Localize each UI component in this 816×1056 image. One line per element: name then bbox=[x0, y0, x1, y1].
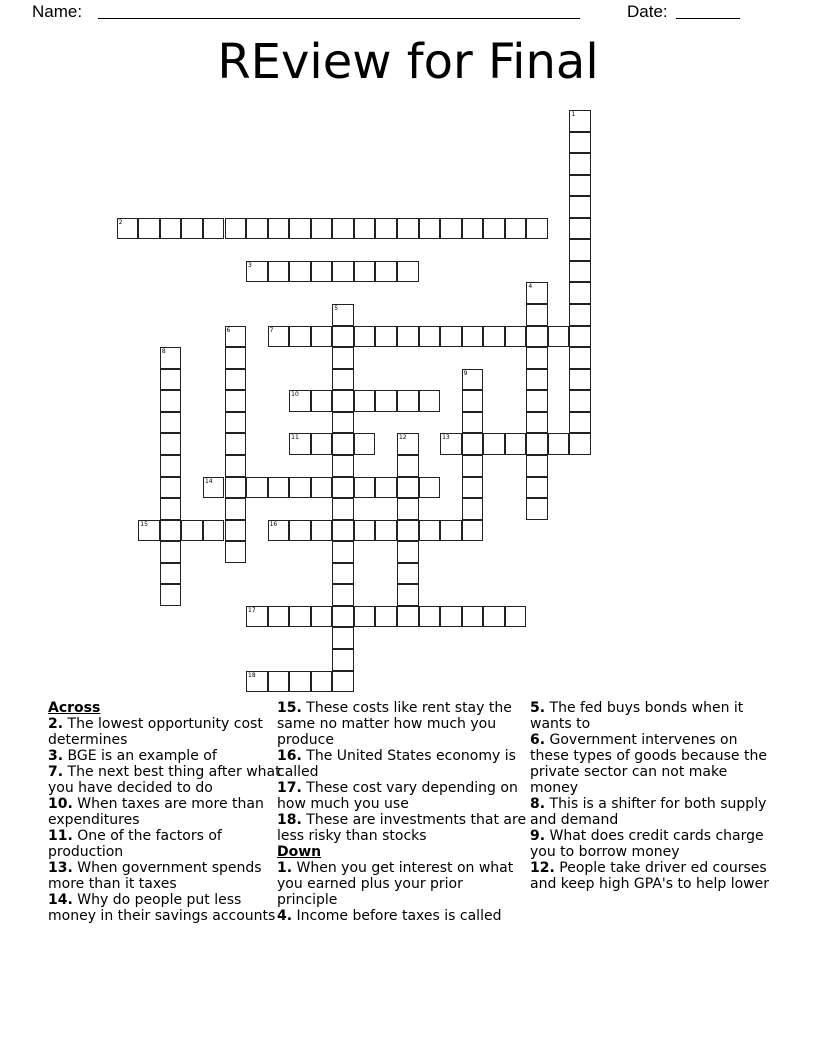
crossword-cell[interactable] bbox=[375, 326, 397, 348]
crossword-cell[interactable] bbox=[289, 520, 311, 542]
clue-down-9: 9. What does credit cards charge you to borrow money bbox=[530, 828, 764, 860]
crossword-cell[interactable] bbox=[397, 520, 419, 542]
crossword-cell[interactable] bbox=[440, 433, 462, 455]
crossword-cell[interactable] bbox=[526, 347, 548, 369]
clue-number: 17 bbox=[248, 606, 256, 614]
crossword-cell[interactable] bbox=[289, 477, 311, 499]
crossword-cell[interactable] bbox=[505, 606, 527, 628]
crossword-cell[interactable] bbox=[203, 218, 225, 240]
crossword-cell[interactable] bbox=[483, 326, 505, 348]
clue-down-5: 5. The fed buys bonds when it wants to bbox=[530, 700, 744, 732]
crossword-cell[interactable] bbox=[419, 477, 441, 499]
crossword-cell[interactable] bbox=[375, 520, 397, 542]
crossword-cell[interactable] bbox=[419, 520, 441, 542]
clue-number: 8 bbox=[161, 348, 166, 356]
crossword-cell[interactable] bbox=[246, 477, 268, 499]
crossword-cell[interactable] bbox=[462, 520, 484, 542]
clues-column-3 bbox=[530, 700, 770, 892]
crossword-cell[interactable] bbox=[332, 541, 354, 563]
crossword-cell[interactable] bbox=[462, 390, 484, 412]
crossword-cell[interactable] bbox=[160, 563, 182, 585]
crossword-cell[interactable] bbox=[569, 261, 591, 283]
crossword-cell[interactable] bbox=[569, 218, 591, 240]
crossword-cell[interactable] bbox=[505, 218, 527, 240]
clue-number: 6 bbox=[226, 326, 231, 334]
clue-number: 15 bbox=[140, 520, 148, 528]
crossword-cell[interactable] bbox=[332, 390, 354, 412]
crossword-cell[interactable] bbox=[462, 433, 484, 455]
clue-across-15: 15. These costs like rent stay the same no matter how much you produce bbox=[277, 700, 512, 748]
crossword-cell[interactable] bbox=[160, 498, 182, 520]
crossword-cell[interactable] bbox=[332, 563, 354, 585]
crossword-cell[interactable] bbox=[268, 218, 290, 240]
crossword-cell[interactable] bbox=[569, 132, 591, 154]
crossword-cell[interactable] bbox=[354, 606, 376, 628]
crossword-cell[interactable] bbox=[268, 606, 290, 628]
clue-down-4: 4. Income before taxes is called bbox=[277, 908, 502, 924]
crossword-cell[interactable] bbox=[526, 477, 548, 499]
crossword-cell[interactable] bbox=[354, 433, 376, 455]
crossword-cell[interactable] bbox=[225, 477, 247, 499]
clue-across-14: 14. Why do people put less money in their savings accounts bbox=[48, 892, 276, 924]
clue-number: 2 bbox=[118, 218, 123, 226]
crossword-cell[interactable] bbox=[332, 455, 354, 477]
crossword-cell[interactable] bbox=[397, 218, 419, 240]
crossword-cell[interactable] bbox=[440, 606, 462, 628]
crossword-cell[interactable] bbox=[375, 477, 397, 499]
crossword-cell[interactable] bbox=[160, 520, 182, 542]
crossword-cell[interactable] bbox=[505, 433, 527, 455]
clue-number: 12 bbox=[398, 434, 407, 442]
crossword-cell[interactable] bbox=[160, 433, 182, 455]
crossword-cell[interactable] bbox=[397, 498, 419, 520]
clue-across-10: 10. When taxes are more than expenditures bbox=[48, 796, 264, 828]
crossword-cell[interactable] bbox=[354, 218, 376, 240]
crossword-cell[interactable] bbox=[332, 498, 354, 520]
crossword-cell[interactable] bbox=[289, 390, 311, 412]
crossword-cell[interactable] bbox=[462, 498, 484, 520]
crossword-cell[interactable] bbox=[462, 326, 484, 348]
crossword-cell[interactable] bbox=[311, 477, 333, 499]
clue-down-8: 8. This is a shifter for both supply and demand bbox=[530, 796, 767, 828]
crossword-cell[interactable] bbox=[332, 433, 354, 455]
clue-number: 13 bbox=[442, 434, 450, 442]
crossword-cell[interactable] bbox=[397, 455, 419, 477]
crossword-cell[interactable] bbox=[569, 282, 591, 304]
crossword-cell[interactable] bbox=[462, 477, 484, 499]
clue-across-2: 2. The lowest opportunity cost determines bbox=[48, 716, 263, 748]
crossword-cell[interactable] bbox=[160, 347, 182, 369]
crossword-cell[interactable] bbox=[311, 433, 333, 455]
crossword-cell[interactable] bbox=[268, 261, 290, 283]
crossword-cell[interactable] bbox=[440, 326, 462, 348]
crossword-cell[interactable] bbox=[397, 326, 419, 348]
crossword-cell[interactable] bbox=[203, 477, 225, 499]
crossword-cell[interactable] bbox=[225, 541, 247, 563]
crossword-cell[interactable] bbox=[332, 218, 354, 240]
crossword-cell[interactable] bbox=[138, 218, 160, 240]
clue-down-1: 1. When you get interest on what you earned plus your prior principle bbox=[277, 860, 514, 908]
clue-across-16: 16. The United States economy is called bbox=[277, 748, 516, 780]
crossword-cell[interactable] bbox=[569, 110, 591, 132]
crossword-cell[interactable] bbox=[332, 649, 354, 671]
crossword-cell[interactable] bbox=[246, 671, 268, 693]
crossword-cell[interactable] bbox=[289, 433, 311, 455]
crossword-cell[interactable] bbox=[354, 477, 376, 499]
crossword-cell[interactable] bbox=[419, 606, 441, 628]
clue-number: 9 bbox=[463, 369, 468, 377]
clue-across-3: 3. BGE is an example of bbox=[48, 748, 217, 764]
crossword-cell[interactable] bbox=[440, 520, 462, 542]
clue-number: 10 bbox=[291, 391, 299, 399]
crossword-cell[interactable] bbox=[526, 433, 548, 455]
crossword-cell[interactable] bbox=[332, 627, 354, 649]
crossword-cell[interactable] bbox=[289, 218, 311, 240]
crossword-cell[interactable] bbox=[526, 390, 548, 412]
clue-number: 1 bbox=[571, 111, 576, 118]
crossword-cell[interactable] bbox=[332, 261, 354, 283]
crossword-cell[interactable] bbox=[419, 326, 441, 348]
crossword-cell[interactable] bbox=[462, 606, 484, 628]
clue-number: 16 bbox=[269, 520, 278, 528]
crossword-cell[interactable] bbox=[181, 218, 203, 240]
clue-across-17: 17. These cost vary depending on how much you use bbox=[277, 780, 518, 812]
crossword-cell[interactable] bbox=[225, 520, 247, 542]
crossword-cell[interactable] bbox=[332, 606, 354, 628]
crossword-cell[interactable] bbox=[375, 218, 397, 240]
crossword-cell[interactable] bbox=[569, 304, 591, 326]
crossword-cell[interactable] bbox=[311, 261, 333, 283]
clue-across-18: 18. These are investments that are less risky than stocks bbox=[277, 812, 527, 844]
crossword-cell[interactable] bbox=[160, 541, 182, 563]
crossword-cell[interactable] bbox=[462, 412, 484, 434]
crossword-cell[interactable] bbox=[526, 218, 548, 240]
crossword-cell[interactable] bbox=[569, 153, 591, 175]
crossword-cell[interactable] bbox=[160, 455, 182, 477]
crossword-cell[interactable] bbox=[160, 390, 182, 412]
crossword-cell[interactable] bbox=[397, 390, 419, 412]
across-heading: Across bbox=[48, 700, 101, 716]
crossword-cell[interactable] bbox=[569, 239, 591, 261]
crossword-cell[interactable] bbox=[289, 606, 311, 628]
crossword-cell[interactable] bbox=[311, 671, 333, 693]
crossword-cell[interactable] bbox=[311, 520, 333, 542]
crossword-cell[interactable] bbox=[332, 520, 354, 542]
crossword-cell[interactable] bbox=[526, 326, 548, 348]
crossword-cell[interactable] bbox=[225, 390, 247, 412]
crossword-cell[interactable] bbox=[311, 390, 333, 412]
crossword-cell[interactable] bbox=[268, 477, 290, 499]
crossword-cell[interactable] bbox=[569, 347, 591, 369]
crossword-cell[interactable] bbox=[160, 218, 182, 240]
crossword-cell[interactable] bbox=[225, 326, 247, 348]
crossword-cell[interactable] bbox=[332, 584, 354, 606]
clue-down-6: 6. Government intervenes on these types of goods because the private sector can not make money bbox=[530, 732, 767, 796]
crossword-cell[interactable] bbox=[289, 261, 311, 283]
crossword-cell[interactable] bbox=[505, 326, 527, 348]
crossword-cell[interactable] bbox=[332, 412, 354, 434]
clue-number: 14 bbox=[204, 477, 213, 485]
crossword-cell[interactable] bbox=[526, 282, 548, 304]
crossword-cell[interactable] bbox=[311, 326, 333, 348]
clue-number: 4 bbox=[528, 283, 533, 291]
crossword-cell[interactable] bbox=[332, 671, 354, 693]
crossword-cell[interactable] bbox=[569, 412, 591, 434]
clue-across-13: 13. When government spends more than it taxes bbox=[48, 860, 262, 892]
crossword-cell[interactable] bbox=[354, 326, 376, 348]
crossword-cell[interactable] bbox=[440, 218, 462, 240]
crossword-cell[interactable] bbox=[397, 584, 419, 606]
crossword-cell[interactable] bbox=[526, 455, 548, 477]
crossword-cell[interactable] bbox=[268, 671, 290, 693]
crossword-cell[interactable] bbox=[246, 606, 268, 628]
clue-number: 3 bbox=[248, 261, 252, 269]
crossword-cell[interactable] bbox=[462, 218, 484, 240]
crossword-cell[interactable] bbox=[526, 369, 548, 391]
crossword-cell[interactable] bbox=[397, 477, 419, 499]
crossword-cell[interactable] bbox=[375, 390, 397, 412]
crossword-cell[interactable] bbox=[569, 196, 591, 218]
crossword-cell[interactable] bbox=[225, 347, 247, 369]
clue-number: 7 bbox=[269, 326, 274, 334]
clue-across-11: 11. One of the factors of production bbox=[48, 828, 222, 860]
crossword-cell[interactable] bbox=[483, 218, 505, 240]
crossword-cell[interactable] bbox=[354, 520, 376, 542]
crossword-cell[interactable] bbox=[268, 520, 290, 542]
crossword-cell[interactable] bbox=[138, 520, 160, 542]
crossword-cell[interactable] bbox=[181, 520, 203, 542]
crossword-cell[interactable] bbox=[375, 606, 397, 628]
clue-down-12: 12. People take driver ed courses and keep high GPA's to help lower bbox=[530, 860, 769, 892]
crossword-cell[interactable] bbox=[225, 369, 247, 391]
crossword-cell[interactable] bbox=[354, 390, 376, 412]
clues-column-2 bbox=[277, 700, 527, 924]
crossword-cell[interactable] bbox=[246, 218, 268, 240]
crossword-cell[interactable] bbox=[160, 369, 182, 391]
crossword-cell[interactable] bbox=[225, 412, 247, 434]
crossword-cell[interactable] bbox=[569, 369, 591, 391]
crossword-cell[interactable] bbox=[397, 541, 419, 563]
crossword-cell[interactable] bbox=[548, 326, 570, 348]
crossword-cell[interactable] bbox=[548, 433, 570, 455]
crossword-cell[interactable] bbox=[225, 218, 247, 240]
down-heading: Down bbox=[277, 844, 322, 860]
clue-across-7: 7. The next best thing after what you have decided to do bbox=[48, 764, 281, 796]
crossword-cell[interactable] bbox=[225, 498, 247, 520]
crossword-cell[interactable] bbox=[268, 326, 290, 348]
crossword-cell[interactable] bbox=[569, 326, 591, 348]
clue-number: 5 bbox=[334, 305, 339, 313]
crossword-cell[interactable] bbox=[160, 412, 182, 434]
crossword-cell[interactable] bbox=[311, 606, 333, 628]
crossword-cell[interactable] bbox=[332, 326, 354, 348]
crossword-cell[interactable] bbox=[526, 498, 548, 520]
crossword-cell[interactable] bbox=[569, 175, 591, 197]
crossword-cell[interactable] bbox=[289, 671, 311, 693]
crossword-cell[interactable] bbox=[483, 606, 505, 628]
crossword-cell[interactable] bbox=[117, 218, 139, 240]
crossword-cell[interactable] bbox=[332, 477, 354, 499]
clue-number: 11 bbox=[291, 434, 299, 442]
crossword-cell[interactable] bbox=[332, 304, 354, 326]
crossword-cell[interactable] bbox=[225, 455, 247, 477]
crossword-cell[interactable] bbox=[225, 433, 247, 455]
page-title: REview for Final bbox=[217, 34, 599, 90]
crossword-cell[interactable] bbox=[526, 412, 548, 434]
crossword-cell[interactable] bbox=[526, 304, 548, 326]
crossword-cell[interactable] bbox=[160, 477, 182, 499]
crossword-cell[interactable] bbox=[397, 261, 419, 283]
crossword-cell[interactable] bbox=[311, 218, 333, 240]
crossword-cell[interactable] bbox=[569, 433, 591, 455]
crossword-cell[interactable] bbox=[462, 455, 484, 477]
clue-number: 18 bbox=[248, 671, 256, 679]
crossword-cell[interactable] bbox=[483, 433, 505, 455]
crossword-cell[interactable] bbox=[462, 369, 484, 391]
crossword-cell[interactable] bbox=[160, 584, 182, 606]
crossword-cell[interactable] bbox=[397, 563, 419, 585]
crossword-cell[interactable] bbox=[419, 390, 441, 412]
crossword-cell[interactable] bbox=[246, 261, 268, 283]
crossword-cell[interactable] bbox=[203, 520, 225, 542]
crossword-cell[interactable] bbox=[289, 326, 311, 348]
crossword-cell[interactable] bbox=[397, 606, 419, 628]
crossword-cell[interactable] bbox=[354, 261, 376, 283]
date-label: Date: bbox=[627, 2, 668, 21]
name-label: Name: bbox=[32, 2, 83, 21]
crossword-cell[interactable] bbox=[569, 390, 591, 412]
crossword-cell[interactable] bbox=[397, 433, 419, 455]
crossword-cell[interactable] bbox=[419, 218, 441, 240]
crossword-cell[interactable] bbox=[375, 261, 397, 283]
crossword-cell[interactable] bbox=[332, 369, 354, 391]
crossword-cell[interactable] bbox=[332, 347, 354, 369]
clues-column-1 bbox=[48, 700, 282, 924]
